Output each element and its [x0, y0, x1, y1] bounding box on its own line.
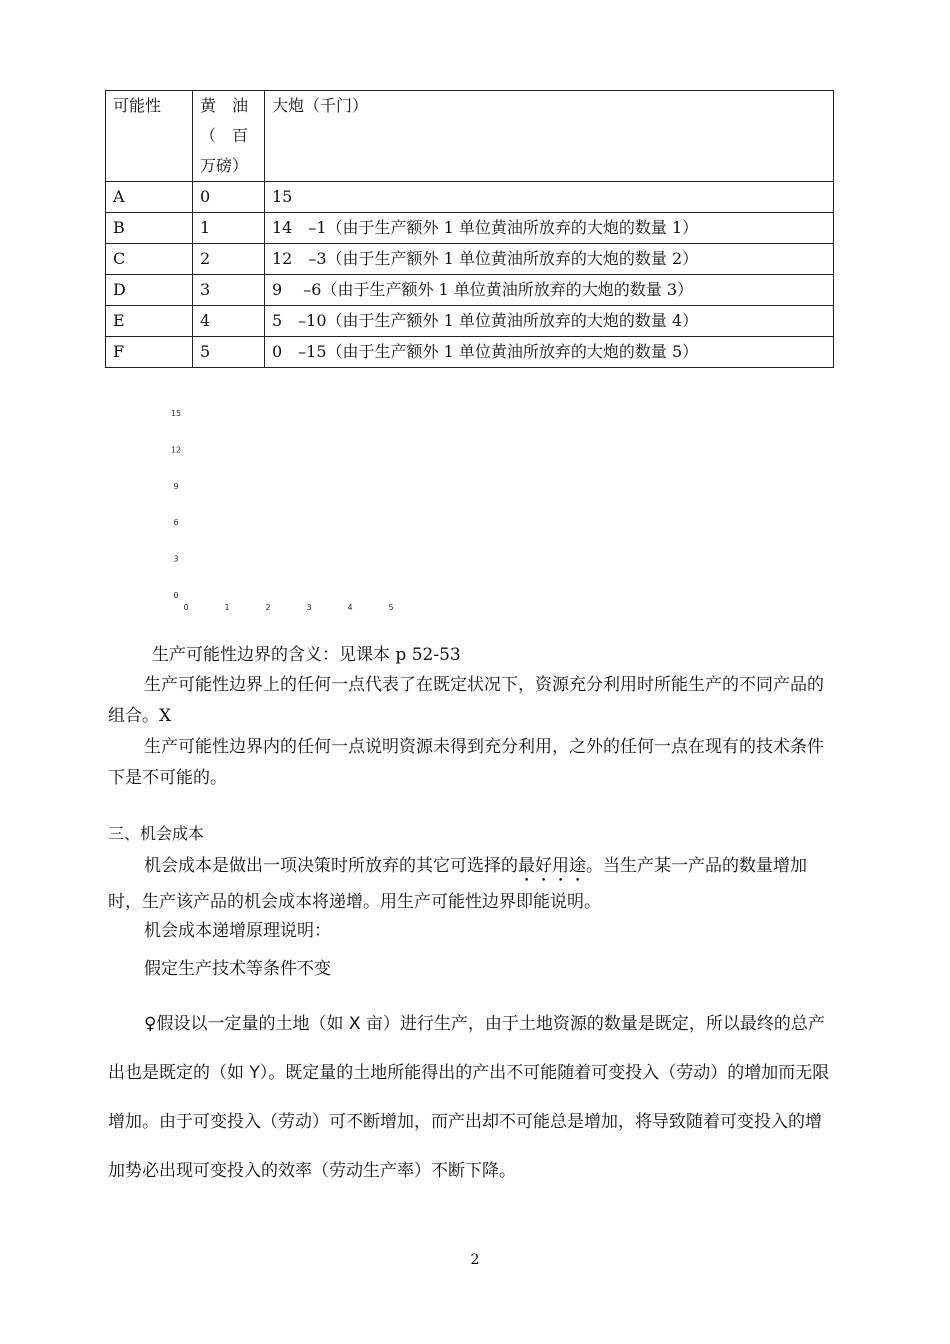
- header-butter-line: 黄 油: [200, 96, 249, 115]
- table-row: [106, 306, 834, 337]
- row-cannon: 14 –1（由于生产额外 1 单位黄油所放弃的大炮的数量 1）: [265, 213, 834, 244]
- header-cannon: 大炮（千门）: [265, 91, 834, 182]
- x-tick-label: 1: [224, 603, 230, 612]
- row-cannon: 9 –6（由于生产额外 1 单位黄油所放弃的大炮的数量 3）: [265, 275, 834, 306]
- table-row: [106, 275, 834, 306]
- opp-cost-before: 机会成本是做出一项决策时所放弃的其它可选择的: [144, 856, 518, 876]
- x-tick-label: 3: [306, 603, 312, 612]
- row-label: E: [106, 306, 193, 337]
- row-cannon: 0 –15（由于生产额外 1 单位黄油所放弃的大炮的数量 5）: [265, 337, 834, 368]
- row-butter: 0: [193, 182, 265, 213]
- table-row: [106, 182, 834, 213]
- y-tick-label: 0: [173, 591, 179, 600]
- header-butter: [193, 91, 265, 182]
- y-tick-label: 15: [170, 409, 182, 418]
- table-header-row: [106, 91, 834, 182]
- row-cannon: 15: [265, 182, 834, 213]
- y-tick-label: 12: [170, 445, 182, 455]
- x-tick-label: 4: [347, 603, 353, 612]
- production-possibility-table: [105, 90, 834, 368]
- row-butter: 4: [193, 306, 265, 337]
- ppf-paragraph-2: 生产可能性边界内的任何一点说明资源未得到充分利用，之外的任何一点在现有的技术条件下是不可能的。: [108, 737, 824, 788]
- header-butter-line: 万磅）: [200, 156, 249, 175]
- table-row: [106, 213, 834, 244]
- x-tick-label: 0: [183, 603, 189, 612]
- row-butter: 3: [193, 275, 265, 306]
- assumption-line: 假定生产技术等条件不变: [144, 959, 331, 979]
- increasing-cost-title: 机会成本递增原理说明：: [144, 921, 331, 941]
- x-tick-label: 2: [265, 603, 271, 612]
- row-label: F: [106, 337, 193, 368]
- table-row: [106, 244, 834, 275]
- header-possibility: 可能性: [106, 91, 193, 182]
- row-label: C: [106, 244, 193, 275]
- section-3-title: 三、机会成本: [108, 824, 205, 843]
- row-cannon: 12 –3（由于生产额外 1 单位黄油所放弃的大炮的数量 2）: [265, 244, 834, 275]
- header-butter-line: （ 百: [200, 126, 249, 145]
- table-row: [106, 337, 834, 368]
- ppf-meaning: 生产可能性边界的含义：见课本 p 52-53: [152, 645, 461, 665]
- y-tick-label: 6: [173, 518, 179, 528]
- x-tick-label: 5: [388, 603, 394, 612]
- row-butter: 5: [193, 337, 265, 368]
- opportunity-cost-paragraph: [108, 850, 836, 919]
- row-label: D: [106, 275, 193, 306]
- row-label: B: [106, 213, 193, 244]
- page-number: 2: [470, 1252, 480, 1268]
- opp-cost-emphasis: 最好用途: [518, 856, 586, 876]
- land-example-paragraph: ♀假设以一定量的土地（如 X 亩）进行生产，由于土地资源的数量是既定，所以最终的总产出也是既定的（如 Y）。既定量的土地所能得出的产出不可能随着可变投入（劳动）的增加而无限增加。由于可变投入（劳动）可不断增加，而产出却不可能总是增加，将导致随着可变投入的增加势必出现可变投入的效率（劳动生产率）不断下降。: [108, 1014, 830, 1181]
- row-butter: 2: [193, 244, 265, 275]
- ppf-chart: [150, 395, 450, 625]
- opp-cost-after: 。当生产某一产品的数量增加时，生产该产品的机会成本将递增。用生产可能性边界即能说明。: [108, 856, 807, 912]
- ppf-paragraph-1: 生产可能性边界上的任何一点代表了在既定状况下，资源充分利用时所能生产的不同产品的组合。X: [108, 675, 824, 726]
- y-tick-label: 3: [173, 554, 179, 564]
- row-butter: 1: [193, 213, 265, 244]
- row-cannon: 5 –10（由于生产额外 1 单位黄油所放弃的大炮的数量 4）: [265, 306, 834, 337]
- row-label: A: [106, 182, 193, 213]
- y-tick-label: 9: [173, 481, 179, 491]
